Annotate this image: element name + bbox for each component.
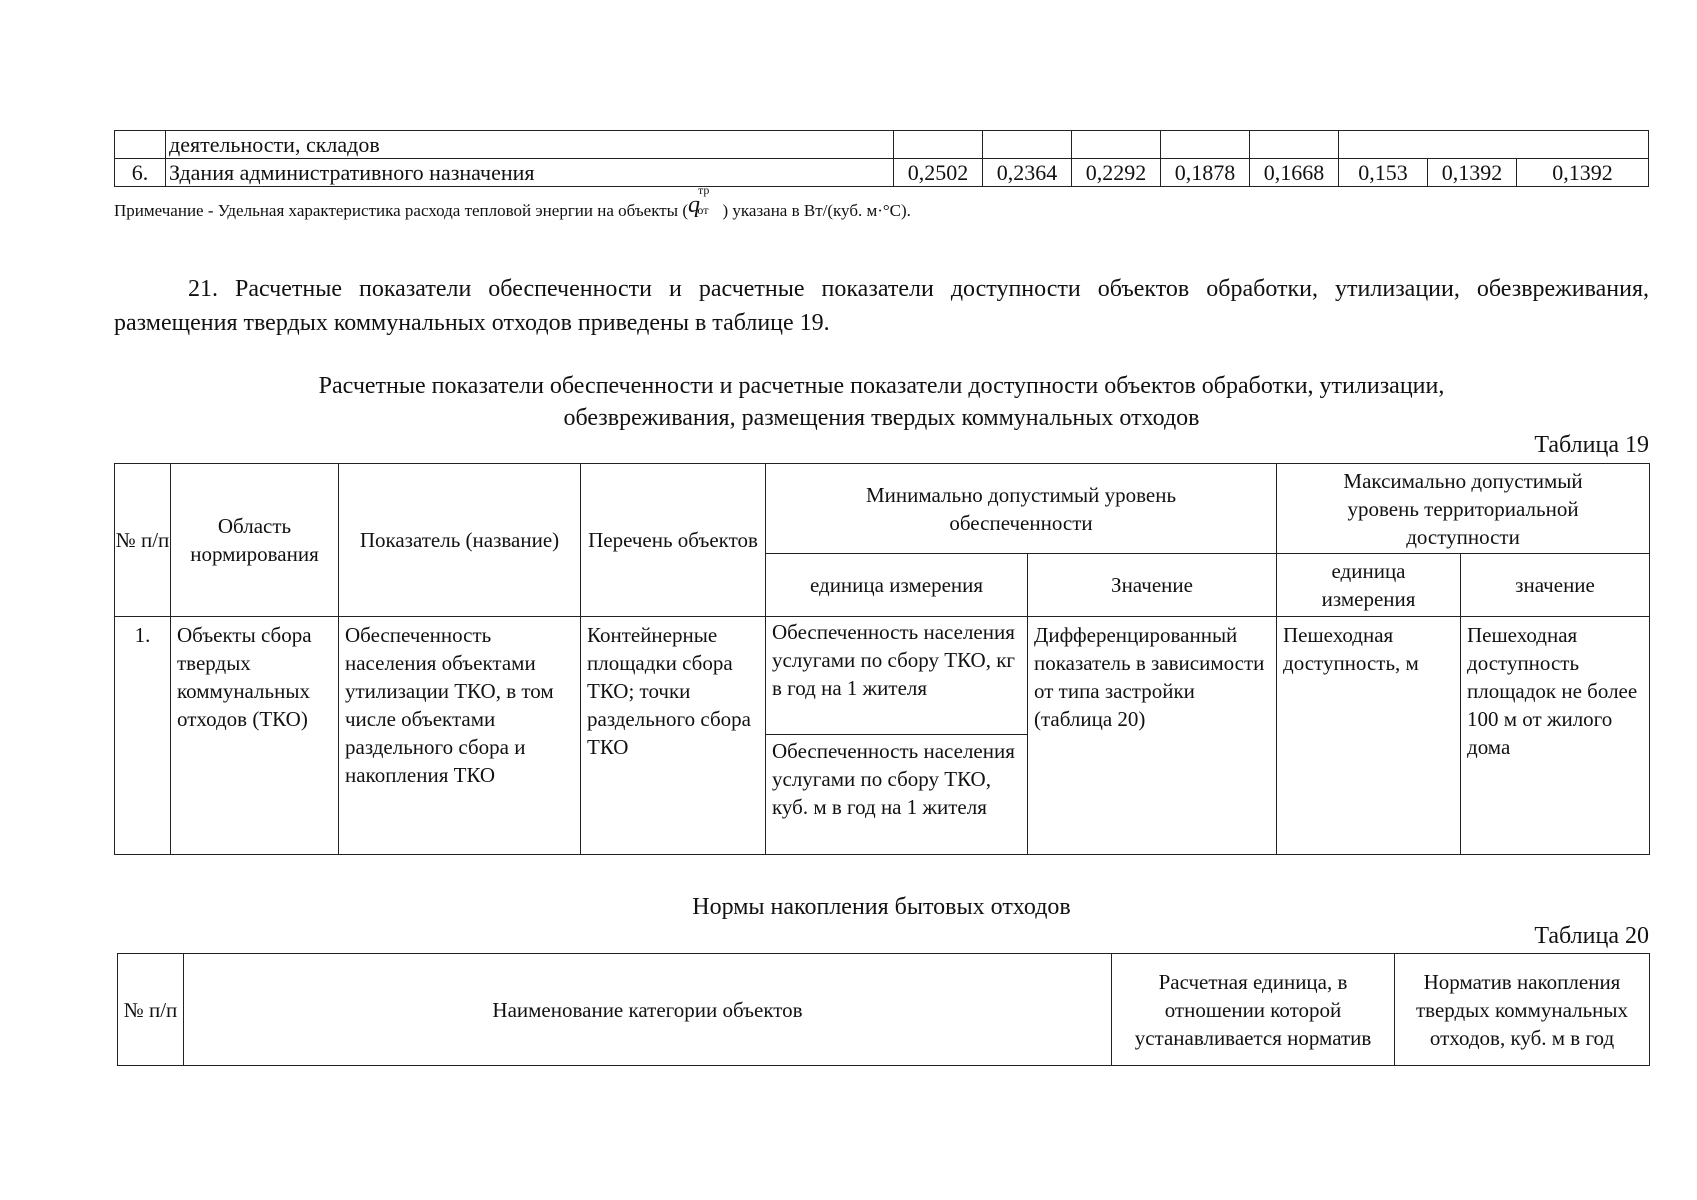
table20-label: Таблица 20: [1534, 923, 1649, 949]
value-max-cell: Пешеходная доступность площадок не более 100 м от жилого дома: [1461, 617, 1650, 855]
table20-title: Нормы накопления бытовых отходов: [692, 894, 1071, 920]
table-row: [115, 131, 1649, 159]
unit-max-cell: Пешеходная доступность, м: [1277, 617, 1461, 855]
header-row: [115, 464, 1650, 554]
row-number: [115, 131, 166, 159]
table19-title-line1: Расчетные показатели обеспеченности и расчетные показатели доступности объектов обработки, утилизации,: [318, 373, 1445, 399]
table-20: [117, 953, 1650, 1066]
note-text-after: ) указана в Вт/(куб. м·°С).: [722, 201, 911, 220]
paragraph-21: 21. Расчетные показатели обеспеченности и расчетные показатели доступности объектов обработки, утилизации, обезвреживания, размещения твердых коммунальных отходов приведены в таблице 19.: [114, 276, 1649, 336]
table-note: [114, 183, 911, 223]
header-row: [118, 954, 1650, 1066]
header-area: Область нормирования: [171, 464, 339, 617]
objects-cell: Контейнерные площадки сбора ТКО; точки раздельного сбора ТКО: [581, 617, 766, 855]
header-value-max: значение: [1461, 554, 1650, 617]
value-cell: 0,2364: [983, 159, 1072, 187]
header-category: Наименование категории объектов: [184, 954, 1112, 1066]
note-text-before: Примечание - Удельная характеристика расхода тепловой энергии на объекты (: [114, 201, 688, 220]
formula-symbol: q: [688, 192, 700, 218]
header-value-min: Значение: [1028, 554, 1277, 617]
table19-label: Таблица 19: [1534, 432, 1649, 458]
area-cell: Объекты сбора твердых коммунальных отходов (ТКО): [171, 617, 339, 855]
table-19: [114, 463, 1650, 855]
value-cell: 0,1392: [1517, 159, 1649, 187]
value-min-cell: Дифференцированный показатель в зависимости от типа застройки (таблица 20): [1028, 617, 1277, 855]
value-cell: 0,2502: [894, 159, 983, 187]
header-objects: Перечень объектов: [581, 464, 766, 617]
header-num: № п/п: [118, 954, 184, 1066]
previous-table-fragment: [114, 130, 1649, 187]
row-number: 1.: [115, 617, 171, 855]
table19-title: [114, 370, 1649, 434]
unit-min-cell-kg: Обеспеченность населения услугами по сбору ТКО, кг в год на 1 жителя: [766, 617, 1028, 735]
header-num: № п/п: [115, 464, 171, 617]
table-row: [115, 617, 1650, 735]
header-indicator: Показатель (название): [339, 464, 581, 617]
header-unit-max: единица измерения: [1277, 554, 1461, 617]
table19-title-line2: обезвреживания, размещения твердых коммунальных отходов: [563, 405, 1200, 431]
header-min-level: Минимально допустимый уровень обеспеченности: [766, 464, 1277, 554]
object-name: Здания административного назначения: [166, 159, 894, 187]
header-unit-min: единица измерения: [766, 554, 1028, 617]
indicator-cell: Обеспеченность населения объектами утилизации ТКО, в том числе объектами раздельного сбора и накопления ТКО: [339, 617, 581, 855]
value-cell: 0,2292: [1072, 159, 1161, 187]
value-cell: 0,153: [1339, 159, 1428, 187]
value-cell: 0,1392: [1428, 159, 1517, 187]
value-cell: 0,1668: [1250, 159, 1339, 187]
table-row: [115, 159, 1649, 187]
object-name: деятельности, складов: [166, 131, 894, 159]
formula-subscript: от: [697, 203, 709, 217]
unit-min-cell-m3: Обеспеченность населения услугами по сбору ТКО, куб. м в год на 1 жителя: [766, 735, 1028, 855]
value-cell: 0,1878: [1161, 159, 1250, 187]
header-max-level: Максимально допустимый уровень территориальной доступности: [1277, 464, 1650, 554]
formula-superscript: тр: [698, 183, 710, 197]
row-number: 6.: [115, 159, 166, 187]
header-norm: Норматив накопления твердых коммунальных отходов, куб. м в год: [1395, 954, 1650, 1066]
header-unit: Расчетная единица, в отношении которой устанавливается норматив: [1112, 954, 1395, 1066]
